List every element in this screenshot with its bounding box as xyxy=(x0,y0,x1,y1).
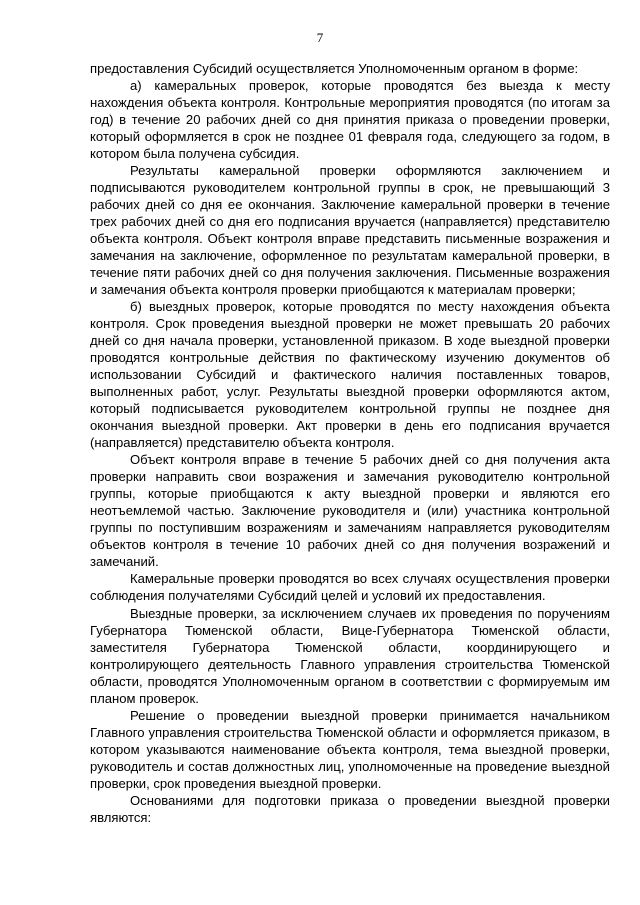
paragraph: Результаты камеральной проверки оформляются заключением и подписываются руководителем контрольной группы в срок, не превышающий 3 рабочих дней со дня ее окончания. Заключение камеральной проверки в течение трех рабочих дней со дня его подписания вручается (направляется) представителю объекта контроля. Объект контроля вправе представить письменные возражения и замечания на заключение, оформленное по результатам камеральной проверки, в течение пяти рабочих дней со дня получения заключения. Письменные возражения и замечания объекта контроля проверки приобщаются к материалам проверки; xyxy=(90,163,610,298)
document-body xyxy=(90,60,610,826)
paragraph: предоставления Субсидий осуществляется Уполномоченным органом в форме: xyxy=(90,61,579,76)
paragraph: Основаниями для подготовки приказа о проведении выездной проверки являются: xyxy=(90,792,610,825)
page-number: 7 xyxy=(316,30,324,45)
paragraph: б) выездных проверок, которые проводятся по месту нахождения объекта контроля. Срок проведения выездной проверки не может превышать 20 рабочих дней со дня начала проверки, установленной приказом. В ходе выездной проверки проводятся контрольные действия по фактическому изучению документов об использовании Субсидий и фактического наличия поставленных товаров, выполненных работ, услуг. Результаты выездной проверки оформляются актом, который подписывается руководителем контрольной группы не позднее дня окончания выездной проверки. Акт проверки в день его подписания вручается (направляется) представителю объекта контроля. xyxy=(90,299,610,451)
paragraph: Объект контроля вправе в течение 5 рабочих дней со дня получения акта проверки направить свои возражения и замечания руководителю контрольной группы, которые приобщаются к акту выездной проверки и являются его неотъемлемой частью. Заключение руководителя и (или) участника контрольной группы по поступившим возражениям и замечаниям направляется руководителям объектов контроля в течение 10 рабочих дней со дня получения возражений и замечаний. xyxy=(90,452,610,570)
paragraph: Решение о проведении выездной проверки принимается начальником Главного управления строительства Тюменской области и оформляется приказом, в котором указываются наименование объекта контроля, тема выездной проверки, руководитель и состав должностных лиц, уполномоченные на проведение выездной проверки, срок проведения выездной проверки. xyxy=(90,707,610,791)
paragraph: а) камеральных проверок, которые проводятся без выезда к месту нахождения объекта контроля. Контрольные мероприятия проводятся (по итогам за год) в течение 20 рабочих дней со дня принятия приказа о проведении проверки, который оформляется в срок не позднее 01 февраля года, следующего за годом, в котором была получена субсидия. xyxy=(90,78,610,162)
paragraph: Выездные проверки, за исключением случаев их проведения по поручениям Губернатора Тюменской области, Вице-Губернатора Тюменской области, заместителя Губернатора Тюменской области, координирующего и контролирующего деятельность Главного управления строительства Тюменской области, проводятся Уполномоченным органом в соответствии с формируемым им планом проверок. xyxy=(90,605,610,706)
paragraph: Камеральные проверки проводятся во всех случаях осуществления проверки соблюдения получателями Субсидий целей и условий их предоставления. xyxy=(90,571,610,604)
